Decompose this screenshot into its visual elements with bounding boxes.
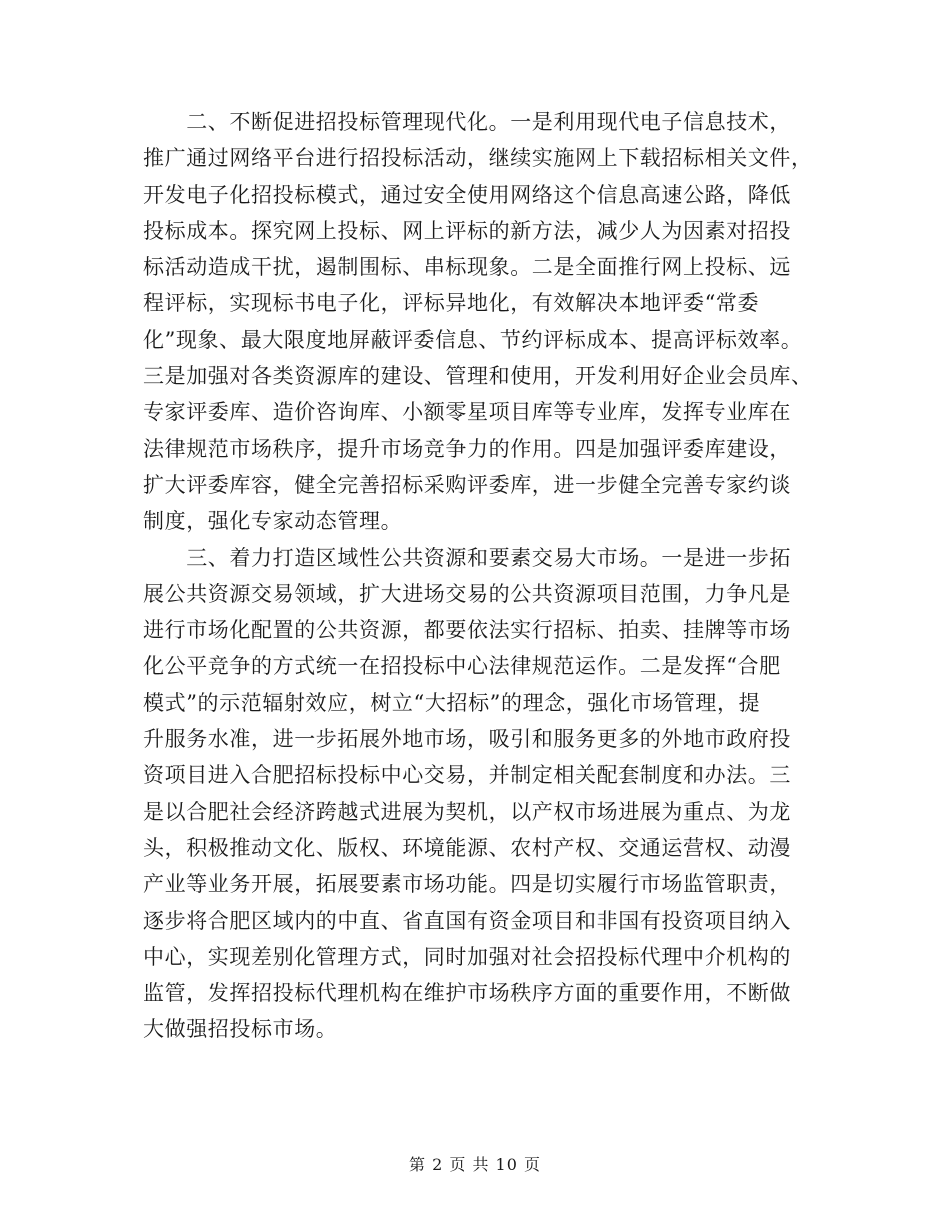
body-text	[143, 104, 813, 1048]
text-line: 三、着力打造区域性公共资源和要素交易大市场。一是进一步拓	[143, 545, 791, 570]
text-line: 程评标，实现标书电子化，评标异地化，有效解决本地评委“常委	[143, 291, 760, 316]
text-line: 化公平竞争的方式统一在招投标中心法律规范运作。二是发挥“合肥	[143, 654, 781, 679]
text-line: 投标成本。探究网上投标、网上评标的新方法，减少人为因素对招投	[143, 218, 791, 243]
text-line: 监管，发挥招投标代理机构在维护市场秩序方面的重要作用，不断做	[143, 981, 791, 1006]
text-line: 扩大评委库容，健全完善招标采购评委库，进一步健全完善专家约谈	[143, 472, 791, 497]
text-line: 中心，实现差别化管理方式，同时加强对社会招投标代理中介机构的	[143, 944, 791, 969]
text-line: 展公共资源交易领域，扩大进场交易的公共资源项目范围，力争凡是	[143, 581, 791, 606]
text-line: 升服务水准，进一步拓展外地市场，吸引和服务更多的外地市政府投	[143, 727, 791, 752]
text-line: 专家评委库、造价咨询库、小额零星项目库等专业库，发挥专业库在	[143, 400, 791, 425]
text-line: 模式”的示范辐射效应，树立“大招标”的理念，强化市场管理，提	[143, 690, 761, 715]
text-line: 大做强招投标市场。	[143, 1017, 338, 1042]
text-line: 逐步将合肥区域内的中直、省直国有资金项目和非国有投资项目纳入	[143, 908, 791, 933]
text-line: 化”现象、最大限度地屏蔽评委信息、节约评标成本、提高评标效率。	[143, 327, 803, 352]
text-line: 二、不断促进招投标管理现代化。一是利用现代电子信息技术，	[143, 110, 791, 134]
text-line: 三是加强对各类资源库的建设、管理和使用，开发利用好企业会员库、	[143, 364, 813, 389]
text-line: 头，积极推动文化、版权、环境能源、农村产权、交通运营权、动漫	[143, 835, 791, 860]
text-line: 产业等业务开展，拓展要素市场功能。四是切实履行市场监管职责，	[143, 872, 791, 897]
text-line: 制度，强化专家动态管理。	[143, 509, 403, 534]
text-line: 标活动造成干扰，遏制围标、串标现象。二是全面推行网上投标、远	[143, 255, 791, 280]
text-line: 进行市场化配置的公共资源，都要依法实行招标、拍卖、挂牌等市场	[143, 618, 791, 643]
text-line: 法律规范市场秩序，提升市场竞争力的作用。四是加强评委库建设，	[143, 436, 791, 461]
text-line: 开发电子化招投标模式，通过安全使用网络这个信息高速公路，降低	[143, 182, 791, 207]
text-line: 是以合肥社会经济跨越式进展为契机，以产权市场进展为重点、为龙	[143, 799, 791, 824]
text-line: 资项目进入合肥招标投标中心交易，并制定相关配套制度和办法。三	[143, 763, 791, 788]
text-line: 推广通过网络平台进行招投标活动，继续实施网上下载招标相关文件，	[143, 146, 813, 171]
page-number-footer: 第 2 页 共 10 页	[409, 1155, 541, 1174]
